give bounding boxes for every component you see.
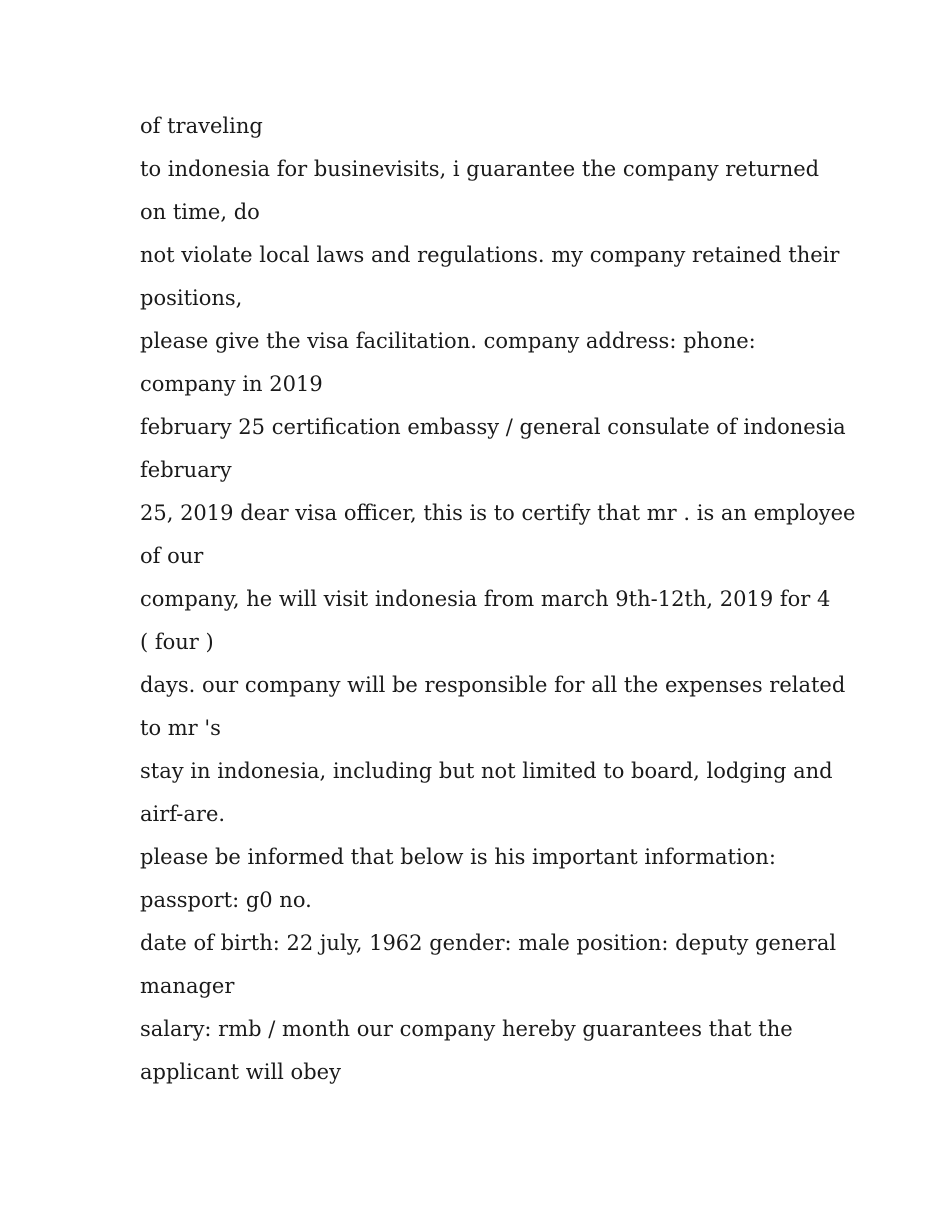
text-line: february xyxy=(140,458,232,482)
text-line: stay in indonesia, including but not limited to board, lodging and xyxy=(140,759,833,783)
text-line: applicant will obey xyxy=(140,1060,341,1084)
text-line: manager xyxy=(140,974,235,998)
text-line: to indonesia for businevisits, i guarantee the company returned xyxy=(140,157,820,181)
text-line: airf-are. xyxy=(140,802,226,826)
text-line: please be informed that below is his important information: xyxy=(140,845,776,869)
text-line: to mr 's xyxy=(140,716,221,740)
text-line: of traveling xyxy=(140,114,263,138)
text-line: passport: g0 no. xyxy=(140,888,312,912)
text-line: not violate local laws and regulations. my company retained their xyxy=(140,243,840,267)
text-line: please give the visa facilitation. company address: phone: xyxy=(140,329,756,353)
text-line: positions, xyxy=(140,286,243,310)
document-body xyxy=(140,105,856,1094)
text-line: 25, 2019 dear visa officer, this is to certify that mr . is an employee xyxy=(140,501,856,525)
text-line: company, he will visit indonesia from march 9th-12th, 2019 for 4 xyxy=(140,587,831,611)
text-line: salary: rmb / month our company hereby guarantees that the xyxy=(140,1017,793,1041)
text-line: on time, do xyxy=(140,200,260,224)
text-line: days. our company will be responsible for all the expenses related xyxy=(140,673,846,697)
text-line: ( four ) xyxy=(140,630,214,654)
text-line: february 25 certification embassy / general consulate of indonesia xyxy=(140,415,846,439)
text-line: company in 2019 xyxy=(140,372,323,396)
text-line: date of birth: 22 july, 1962 gender: male position: deputy general xyxy=(140,931,837,955)
text-line: of our xyxy=(140,544,204,568)
